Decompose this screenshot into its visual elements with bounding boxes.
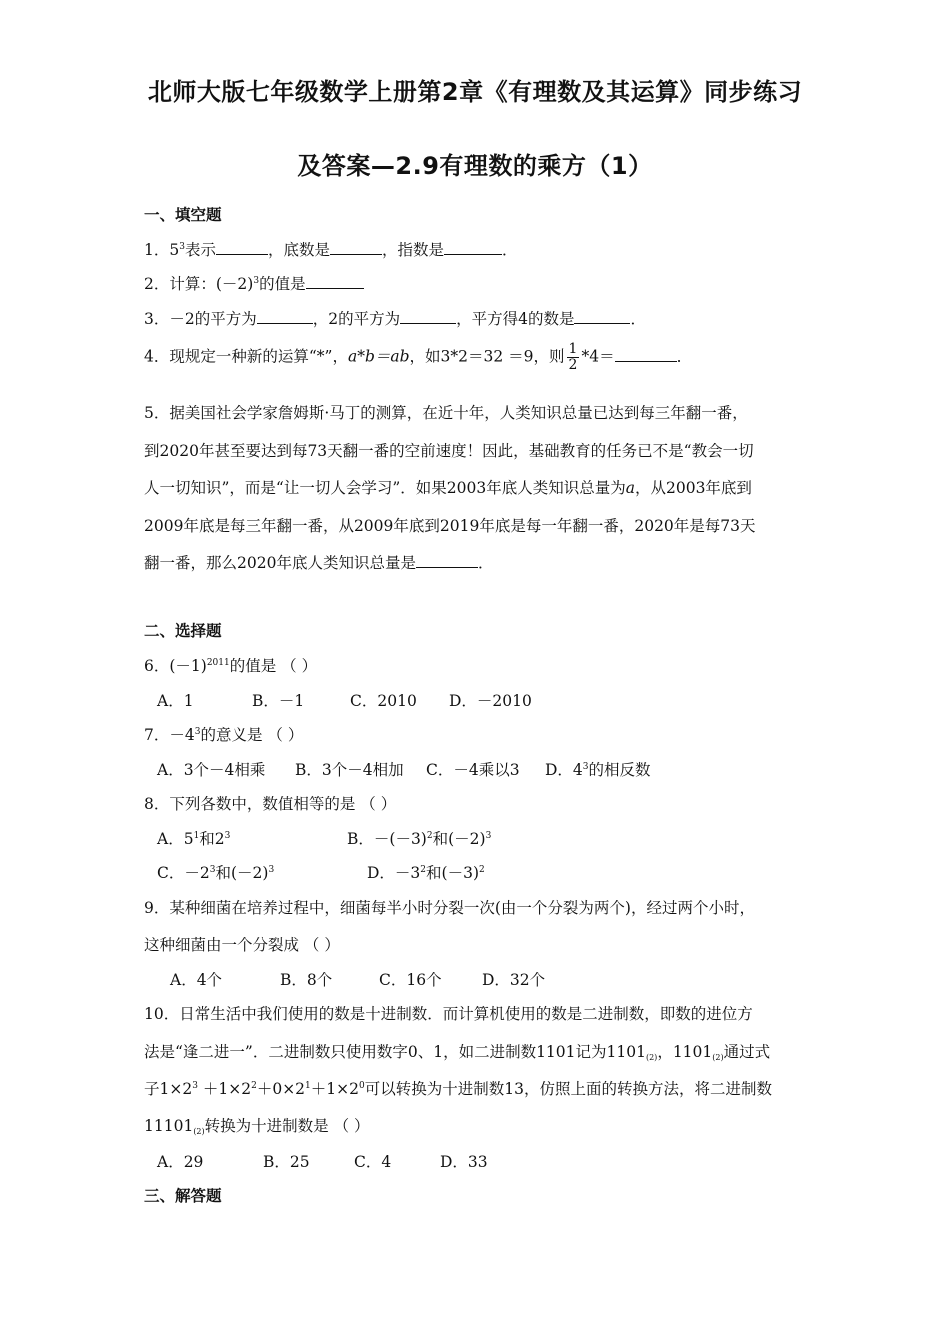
option-b[interactable]: B．$-(-3)^2$和$(-2)^3$ — [347, 830, 492, 848]
option-a[interactable]: A．$5^1$和$2^3$ — [157, 830, 231, 848]
document-title-line-1: 北师大版七年级数学上册第2章《有理数及其运算》同步练习 — [147, 78, 803, 106]
question-5-line-3: 人一切知识”，而是“让一切人会学习”．如果2003年底人类知识总量为a，从2003年底到 — [144, 479, 752, 497]
answer-blank — [574, 311, 630, 324]
option-d[interactable]: D．33 — [440, 1153, 488, 1171]
question-2: 2．计算：$(-2)^3$的值是 — [144, 272, 364, 294]
option-c[interactable]: C．－4乘以3 — [426, 761, 520, 779]
answer-blank — [615, 349, 677, 362]
option-d[interactable]: D．32个 — [482, 971, 546, 989]
question-5-line-4: 2009年底是每三年翻一番，从2009年底到2019年底是每一年翻一番，2020年是每73天 — [144, 517, 756, 535]
answer-blank — [257, 311, 313, 324]
option-d[interactable]: D．$4^3$的相反数 — [545, 761, 651, 779]
question-7: 7．$-4^3$的意义是 （ ） — [144, 726, 304, 744]
option-c[interactable]: C．16个 — [379, 971, 442, 989]
answer-blank — [216, 242, 268, 255]
question-6: 6．$(-1)^{2011}$的值是 （ ） — [144, 657, 318, 675]
question-8: 8．下列各数中，数值相等的是 （ ） — [144, 795, 397, 813]
answer-blank — [306, 276, 364, 289]
option-d[interactable]: D．$-3^2$和$(-3)^2$ — [367, 864, 485, 882]
option-c[interactable]: C．2010 — [350, 692, 417, 710]
question-10-line-3: 子$1\times 2^3 +1\times 2^2+0\times 2^1+1\times 2^0$可以转换为十进制数13，仿照上面的转换方法，将二进制数 — [144, 1080, 772, 1098]
question-5-line-2: 到2020年甚至要达到每73天翻一番的空前速度！因此，基础教育的任务已不是“教会一切 — [144, 442, 754, 460]
section-heading-fill-in: 一、填空题 — [144, 206, 222, 224]
option-a[interactable]: A．4个 — [170, 971, 223, 989]
question-4: 4．现规定一种新的运算“*”，a*b＝ab，如3*2＝32 ＝9，则 $\frac{1}{2}$ *4＝ ． — [144, 341, 693, 373]
option-b[interactable]: B．3个－4相加 — [295, 761, 404, 779]
answer-blank — [444, 242, 502, 255]
question-7-options — [157, 758, 651, 780]
question-8-options-row-2 — [157, 861, 485, 883]
question-9-options — [170, 968, 545, 990]
question-8-options-row-1 — [157, 827, 491, 849]
option-a[interactable]: A．3个－4相乘 — [157, 761, 266, 779]
fraction: $\frac{1}{2}$ — [568, 341, 578, 373]
question-10-line-1: 10．日常生活中我们使用的数是十进制数．而计算机使用的数是二进制数，即数的进位方 — [144, 1005, 753, 1023]
option-d[interactable]: D．－2010 — [449, 692, 532, 710]
answer-blank — [416, 555, 478, 568]
answer-blank — [330, 242, 382, 255]
option-b[interactable]: B．－1 — [252, 692, 305, 710]
document-title-line-2: 及答案—2.9有理数的乘方（1） — [297, 152, 653, 180]
question-9-line-1: 9．某种细菌在培养过程中，细菌每半小时分裂一次(由一个分裂为两个)，经过两个小时， — [144, 899, 755, 917]
question-3: 3．－2的平方为 ，2的平方为 ，平方得4的数是 ． — [144, 310, 646, 328]
answer-blank — [400, 311, 456, 324]
question-1: 1．$5^3$表示 ，底数是 ，指数是 ． — [144, 241, 518, 259]
option-c[interactable]: C．$-2^3$和$(-2)^3$ — [157, 864, 275, 882]
question-6-options — [157, 689, 532, 711]
option-b[interactable]: B．25 — [263, 1153, 310, 1171]
question-10-options — [157, 1150, 488, 1172]
option-a[interactable]: A．1 — [157, 692, 194, 710]
option-b[interactable]: B．8个 — [280, 971, 333, 989]
section-heading-answer: 三、解答题 — [144, 1187, 222, 1205]
option-c[interactable]: C．4 — [354, 1153, 392, 1171]
section-heading-choice: 二、选择题 — [144, 622, 222, 640]
question-5-line-5: 翻一番，那么2020年底人类知识总量是 ． — [144, 554, 494, 572]
question-10-line-2: 法是“逢二进一”．二进制数只使用数字0、1，如二进制数1101记为$1101_{(2)}$，$1101_{(2)}$通过式 — [144, 1043, 771, 1062]
question-9-line-2: 这种细菌由一个分裂成 （ ） — [144, 936, 340, 954]
question-5-line-1: 5．据美国社会学家詹姆斯·马丁的测算，在近十年，人类知识总量已达到每三年翻一番， — [144, 404, 748, 422]
option-a[interactable]: A．29 — [157, 1153, 204, 1171]
question-10-line-4: $11101_{(2)}$转换为十进制数是 （ ） — [144, 1117, 370, 1136]
